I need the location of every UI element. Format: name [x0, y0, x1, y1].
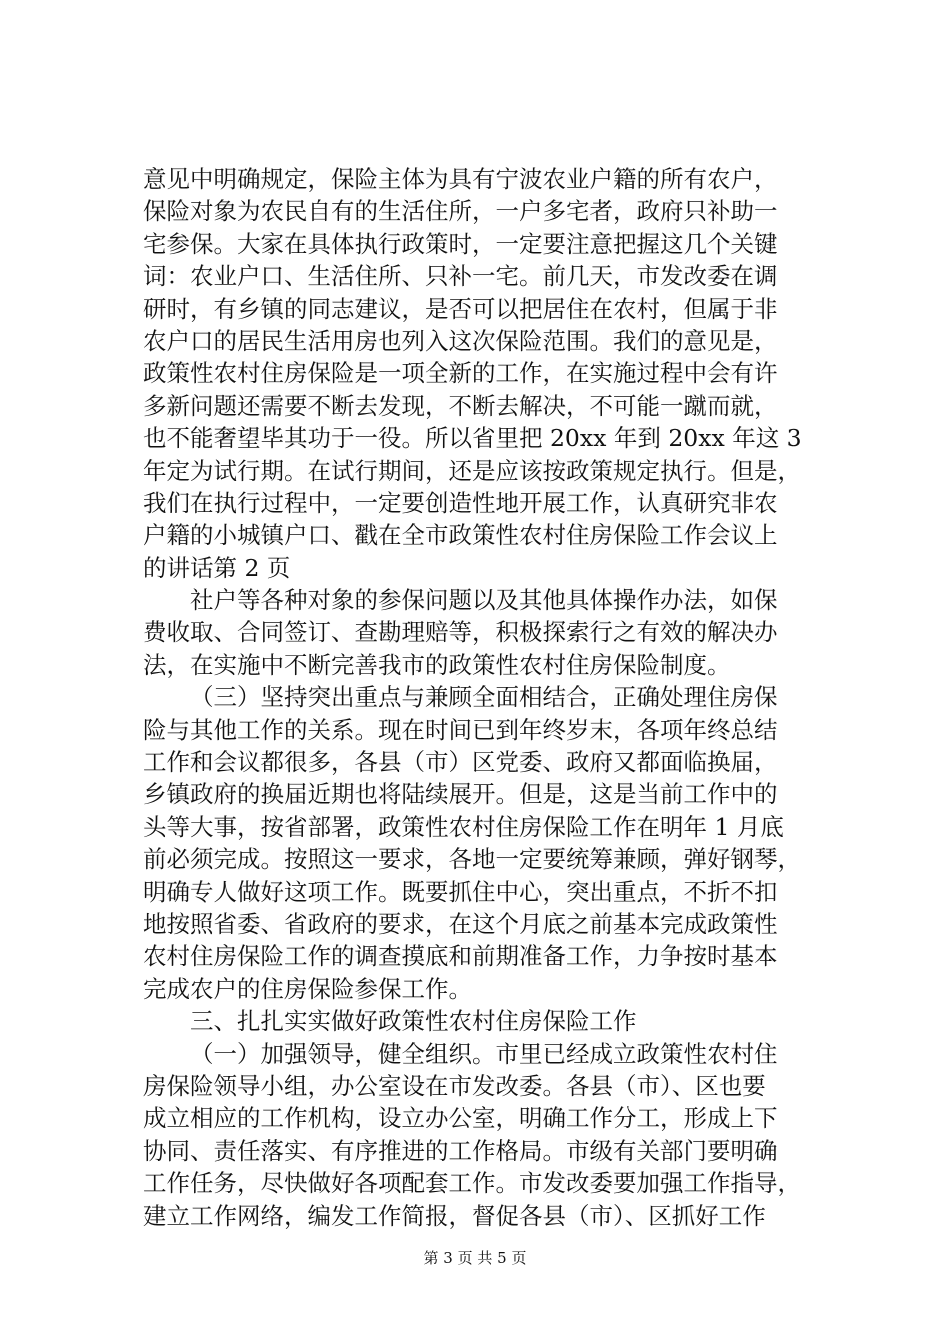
paragraph-start-line: 社户等各种对象的参保问题以及其他具体操作办法，如保: [190, 586, 778, 615]
body-line: 协同、责任落实、有序推进的工作格局。市级有关部门要明确: [143, 1136, 778, 1165]
body-line: 也不能奢望毕其功于一役。所以省里把 20xx 年到 20xx 年这 3: [143, 424, 802, 453]
body-line: 头等大事，按省部署，政策性农村住房保险工作在明年 1 月底: [143, 812, 784, 841]
body-line: 农村住房保险工作的调查摸底和前期准备工作，力争按时基本: [143, 942, 778, 971]
body-line: 法，在实施中不断完善我市的政策性农村住房保险制度。: [143, 650, 731, 679]
body-line: 政策性农村住房保险是一项全新的工作，在实施过程中会有许: [143, 359, 778, 388]
body-line: 乡镇政府的换届近期也将陆续展开。但是，这是当前工作中的: [143, 780, 778, 809]
body-line: 房保险领导小组，办公室设在市发改委。各县（市）、区也要: [143, 1071, 766, 1100]
body-line: 我们在执行过程中，一定要创造性地开展工作，认真研究非农: [143, 488, 778, 517]
body-line: 险与其他工作的关系。现在时间已到年终岁末，各项年终总结: [143, 715, 778, 744]
page-footer: 第 3 页 共 5 页: [423, 1249, 527, 1267]
body-line: 工作任务，尽快做好各项配套工作。市发改委要加强工作指导，: [143, 1169, 801, 1198]
body-line: 地按照省委、省政府的要求，在这个月底之前基本完成政策性: [143, 909, 778, 938]
document-body: [143, 163, 833, 1232]
body-line: 建立工作网络，编发工作简报，督促各县（市）、区抓好工作: [143, 1201, 766, 1230]
body-line: 农户口的居民生活用房也列入这次保险范围。我们的意见是，: [143, 326, 778, 355]
section-heading-1: （一）加强领导，健全组织。市里已经成立政策性农村住: [190, 1039, 778, 1068]
body-line: 意见中明确规定，保险主体为具有宁波农业户籍的所有农户，: [143, 165, 778, 193]
body-line: 词：农业户口、生活住所、只补一宅。前几天，市发改委在调: [143, 262, 778, 291]
body-line: 多新问题还需要不断去发现，不断去解决，不可能一蹴而就，: [143, 391, 778, 420]
body-line: 前必须完成。按照这一要求，各地一定要统筹兼顾，弹好钢琴，: [143, 845, 801, 874]
body-line: 宅参保。大家在具体执行政策时，一定要注意把握这几个关键: [143, 229, 778, 258]
body-line: 保险对象为农民自有的生活住所，一户多宅者，政府只补助一: [143, 197, 778, 226]
section-heading-main: 三、扎扎实实做好政策性农村住房保险工作: [190, 1007, 637, 1036]
body-line: 研时，有乡镇的同志建议，是否可以把居住在农村，但属于非: [143, 294, 778, 323]
body-line: 明确专人做好这项工作。既要抓住中心，突出重点，不折不扣: [143, 877, 778, 906]
body-line: 工作和会议都很多，各县（市）区党委、政府又都面临换届，: [143, 748, 778, 777]
body-line: 户籍的小城镇户口、戳在全市政策性农村住房保险工作会议上: [143, 521, 778, 550]
body-line: 成立相应的工作机构，设立办公室，明确工作分工，形成上下: [143, 1104, 778, 1133]
section-heading-3: （三）坚持突出重点与兼顾全面相结合，正确处理住房保: [190, 683, 778, 712]
body-line: 费收取、合同签订、查勘理赔等，积极探索行之有效的解决办: [143, 618, 778, 647]
body-line: 完成农户的住房保险参保工作。: [143, 974, 472, 1003]
body-line: 年定为试行期。在试行期间，还是应该按政策规定执行。但是，: [143, 456, 801, 485]
body-line: 的讲话第 2 页: [143, 553, 291, 582]
